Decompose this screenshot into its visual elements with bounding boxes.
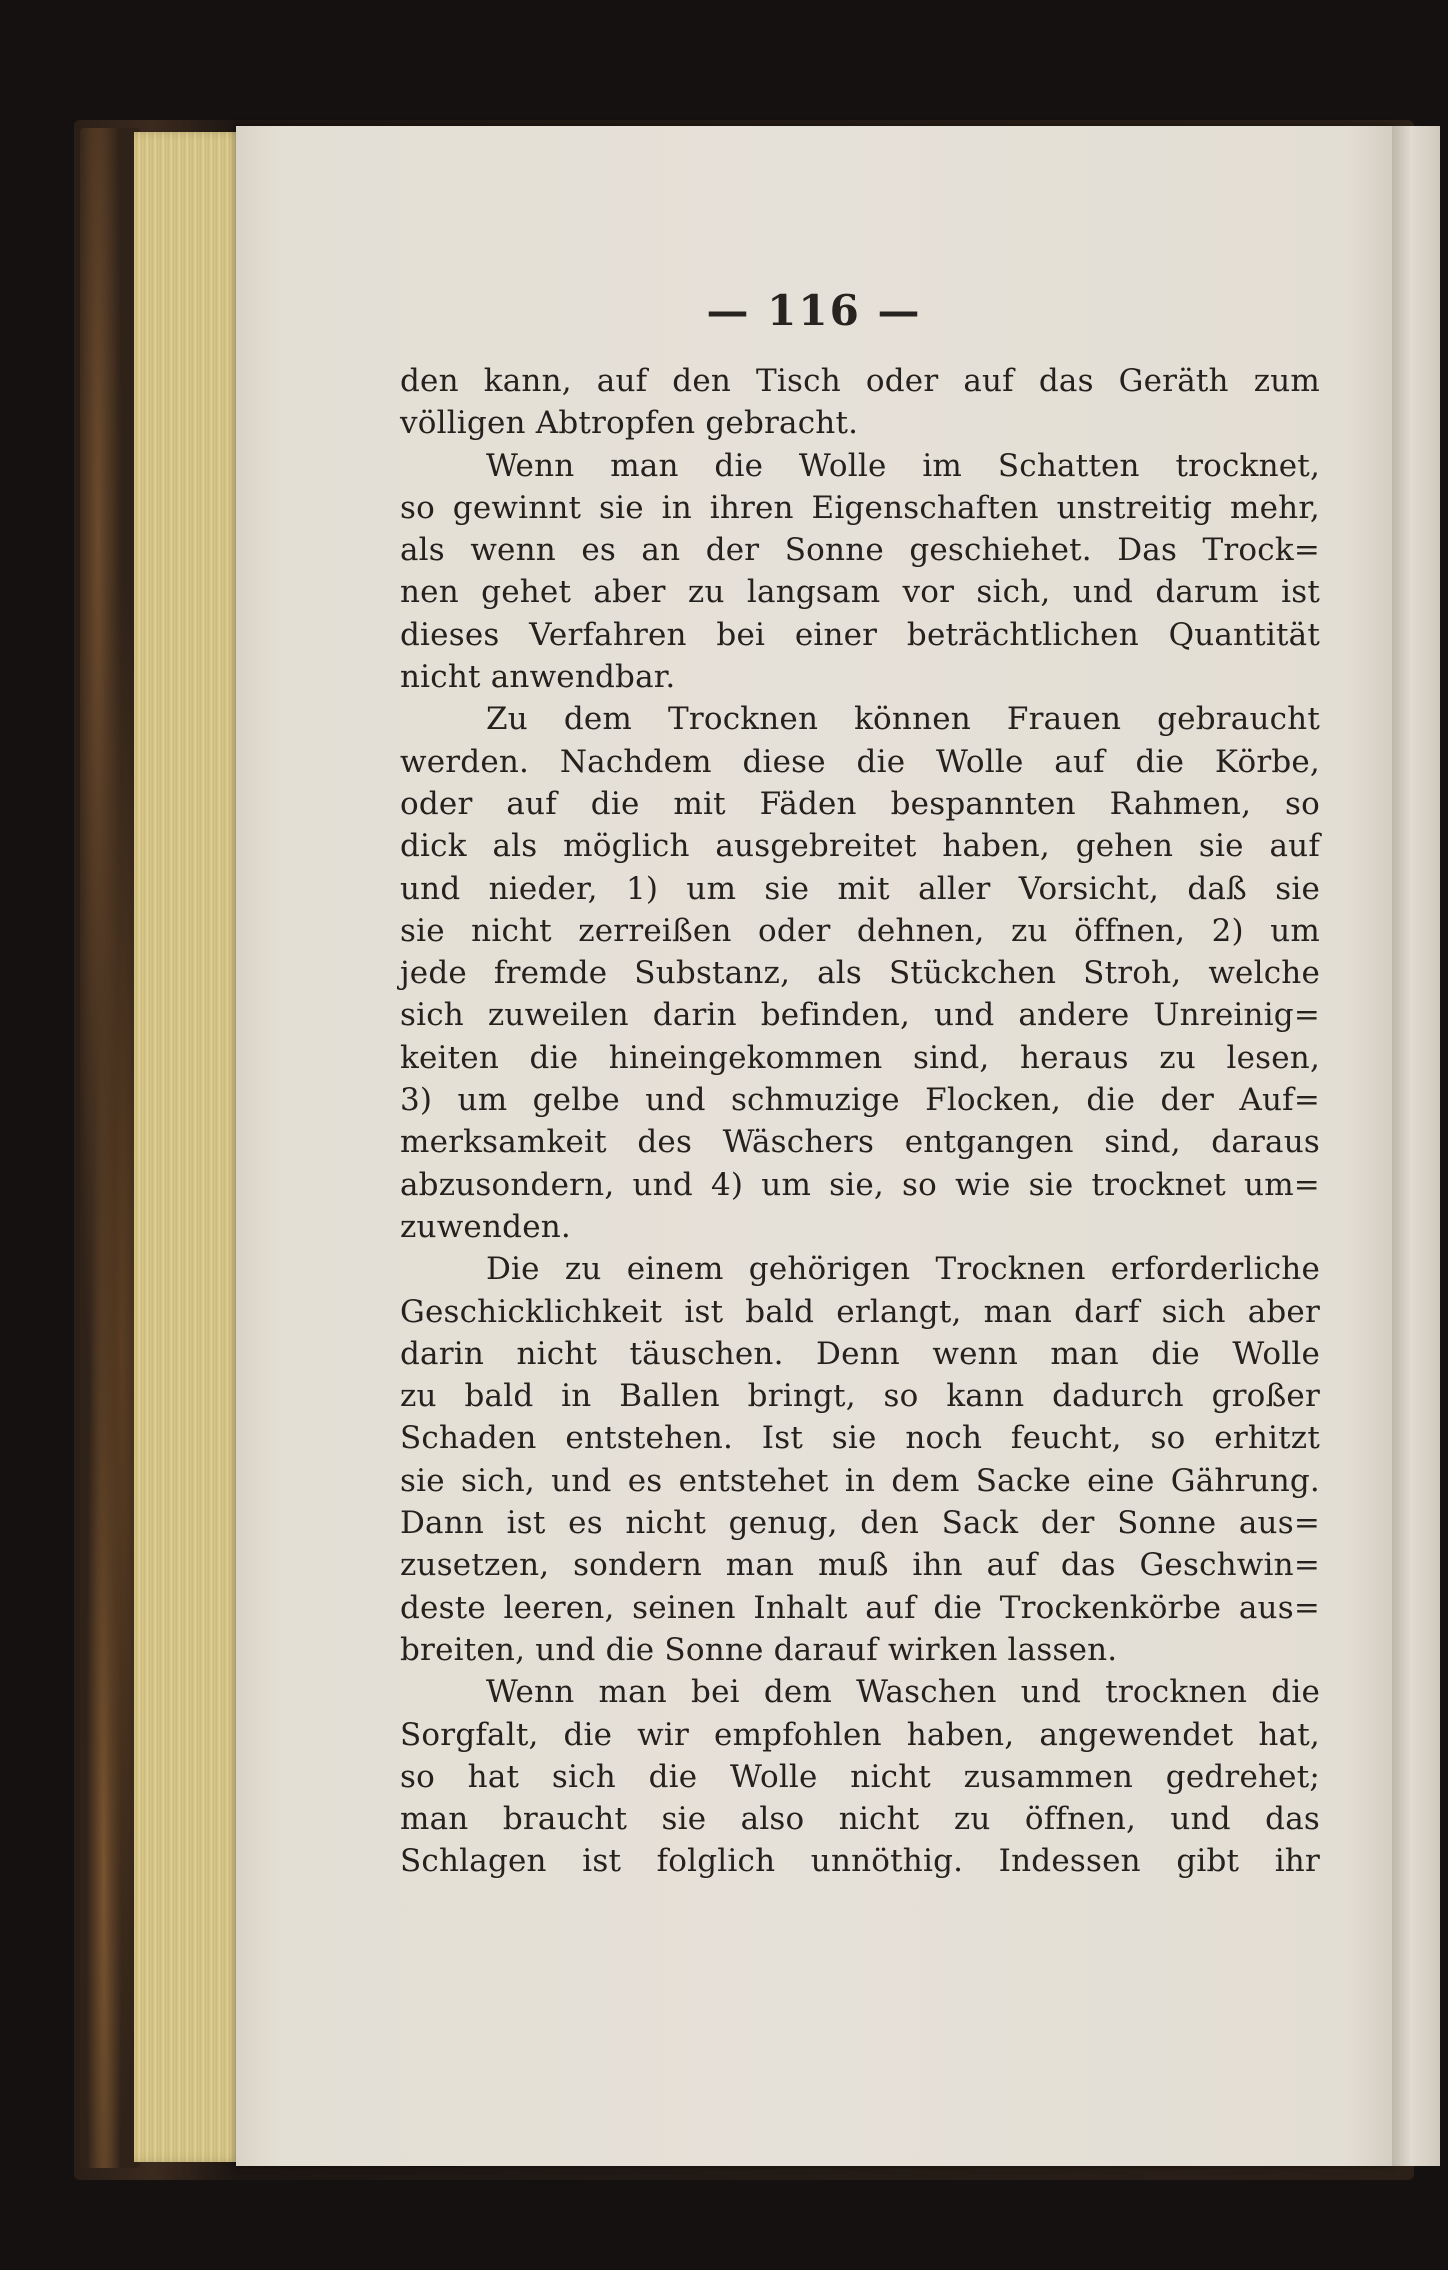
text-line: und nieder, 1) um sie mit aller Vorsicht, daß sie [400,870,1320,907]
text-line: merksamkeit des Wäschers entgangen sind, daraus [400,1124,1320,1161]
page-text [400,360,1320,1883]
text-line: zuwenden. [400,1208,571,1245]
text-line: man braucht sie also nicht zu öffnen, und das [400,1801,1320,1838]
text-line: Wenn man bei dem Waschen und trocknen die [486,1674,1320,1711]
text-line: zusetzen, sondern man muß ihn auf das Geschwin= [400,1547,1320,1584]
marbled-spine [80,128,140,2168]
text-line: Geschicklichkeit ist bald erlangt, man darf sich aber [400,1293,1320,1330]
facing-page-edge [1392,126,1440,2166]
text-line: nicht anwendbar. [400,659,676,696]
text-line: so gewinnt sie in ihren Eigenschaften unstreitig mehr, [400,489,1320,526]
text-line: sie sich, und es entstehet in dem Sacke eine Gährung. [400,1462,1320,1499]
page-edges [134,132,246,2162]
text-line: oder auf die mit Fäden bespannten Rahmen, so [400,785,1320,822]
text-line: darin nicht täuschen. Denn wenn man die Wolle [400,1335,1320,1372]
text-line: Schaden entstehen. Ist sie noch feucht, so erhitzt [400,1420,1320,1457]
text-line: Die zu einem gehörigen Trocknen erforderliche [486,1251,1320,1288]
text-line: deste leeren, seinen Inhalt auf die Trockenkörbe aus= [400,1589,1320,1626]
text-line: Wenn man die Wolle im Schatten trocknet, [486,447,1320,484]
text-line: 3) um gelbe und schmuzige Flocken, die der Auf= [400,1082,1320,1119]
text-line: den kann, auf den Tisch oder auf das Geräth zum [400,363,1320,399]
text-line: keiten die hineingekommen sind, heraus zu lesen, [400,1039,1320,1076]
text-line: Sorgfalt, die wir empfohlen haben, angewendet hat, [400,1716,1320,1753]
page-number: — 116 — [706,286,922,335]
text-line: werden. Nachdem diese die Wolle auf die Körbe, [400,743,1320,780]
text-line: dieses Verfahren bei einer beträchtlichen Quantität [400,616,1320,653]
text-line: jede fremde Substanz, als Stückchen Stroh, welche [400,955,1320,992]
text-line: Zu dem Trocknen können Frauen gebraucht [486,701,1320,738]
text-line: breiten, und die Sonne darauf wirken lassen. [400,1631,1118,1668]
text-line: nen gehet aber zu langsam vor sich, und darum ist [400,574,1320,611]
text-line: völligen Abtropfen gebracht. [400,405,859,442]
text-line: sich zuweilen darin befinden, und andere Unreinig= [400,997,1320,1034]
text-line: Schlagen ist folglich unnöthig. Indessen gibt ihr [400,1843,1320,1880]
text-line: Dann ist es nicht genug, den Sack der Sonne aus= [400,1505,1320,1542]
text-line: dick als möglich ausgebreitet haben, gehen sie auf [400,828,1320,865]
text-line: so hat sich die Wolle nicht zusammen gedrehet; [400,1758,1320,1795]
text-line: zu bald in Ballen bringt, so kann dadurch großer [400,1378,1320,1415]
text-line: abzusondern, und 4) um sie, so wie sie trocknet um= [400,1166,1320,1203]
text-line: als wenn es an der Sonne geschiehet. Das Trock= [400,532,1320,569]
text-line: sie nicht zerreißen oder dehnen, zu öffnen, 2) um [400,912,1320,949]
